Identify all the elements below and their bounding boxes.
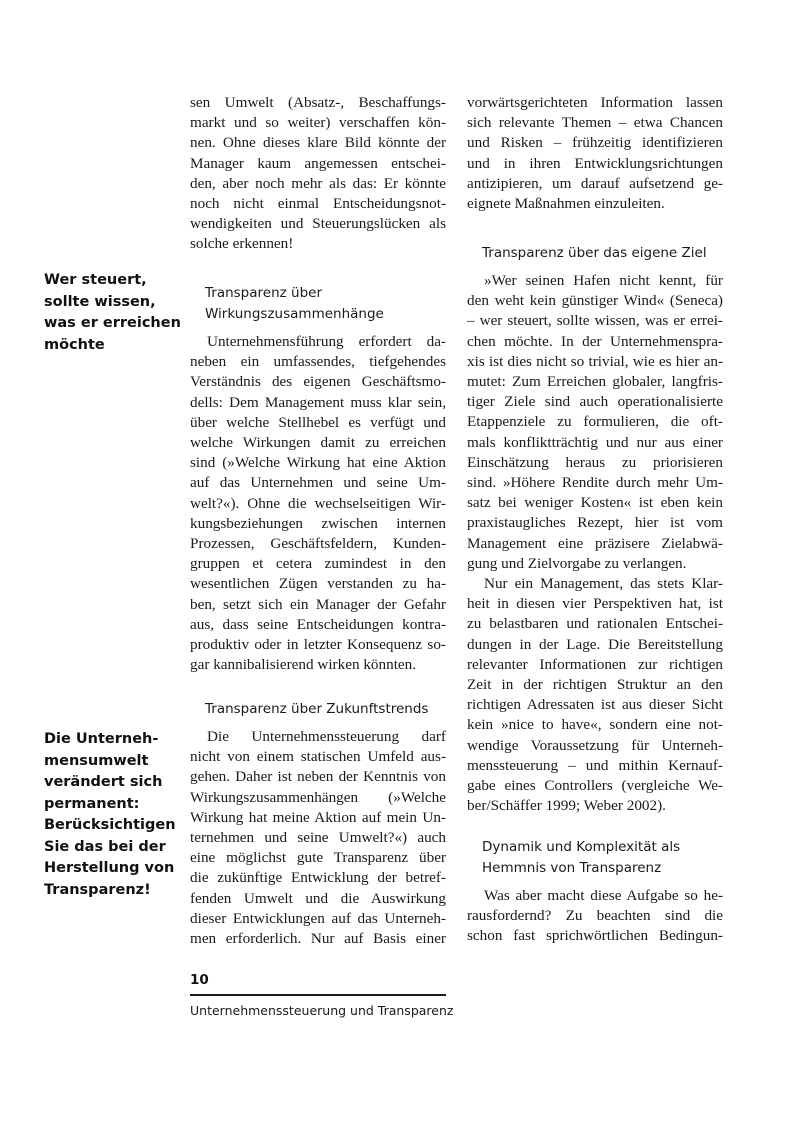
text-line: Management eine präzisere Zielabwä- bbox=[467, 534, 723, 552]
text-line: noch nicht einmal Entscheidungsnot- bbox=[190, 195, 446, 213]
text-line: auf das Unternehmen und seine Um- bbox=[190, 474, 446, 492]
text-line: den, aber noch mehr als das: Er könnte bbox=[190, 174, 446, 192]
text-line: fenden Umwelt und die Auswirkung bbox=[190, 889, 446, 907]
section-heading-zukunft bbox=[205, 699, 428, 720]
heading-line: Wirkungszusammenhänge bbox=[205, 306, 384, 322]
heading-line: Transparenz über das eigene Ziel bbox=[482, 245, 707, 261]
text-line: zu belastbaren und rationalen Entschei- bbox=[467, 615, 723, 633]
text-line: und Risken – frühzeitig identifizieren bbox=[467, 134, 723, 152]
text-line: ternehmen und seine Umwelt?«) auch bbox=[190, 829, 446, 847]
text-line: sen Umwelt (Absatz-, Beschaffungs- bbox=[190, 94, 446, 111]
section-heading-wirkung bbox=[205, 283, 384, 325]
paragraph-zukunft bbox=[190, 727, 446, 949]
margin-note-line: verändert sich bbox=[44, 774, 163, 790]
paragraph-dynamik bbox=[467, 886, 723, 947]
margin-note-line: permanent: bbox=[44, 795, 140, 812]
margin-note-line: Die Unterneh- bbox=[44, 731, 159, 747]
text-line: Verständnis des eigenen Geschäftsmo- bbox=[190, 373, 446, 391]
text-line: Was aber macht diese Aufgabe so he- bbox=[484, 887, 723, 904]
text-line: richtigen Adressaten ist aus dieser Sicht bbox=[467, 696, 723, 714]
text-line: Die Unternehmenssteuerung darf bbox=[207, 728, 446, 745]
paragraph-wirkung bbox=[190, 332, 446, 675]
heading-line: Transparenz über bbox=[205, 285, 322, 301]
text-line: rausfordernd? Zu beachten sind die bbox=[467, 907, 723, 925]
margin-note-line: Berücksichtigen bbox=[44, 817, 176, 833]
text-line: gung und Zielvorgabe zu verlangen. bbox=[467, 554, 687, 572]
text-line: eignete Maßnahmen einzuleiten. bbox=[467, 195, 665, 213]
section-heading-ziel bbox=[482, 243, 707, 264]
margin-note-line: Sie das bei der bbox=[44, 838, 166, 855]
text-line: Zeit in der richtigen Struktur an den bbox=[467, 676, 723, 694]
text-line: gehen. Daher ist neben der Kenntnis von bbox=[190, 768, 446, 786]
text-line: solche erkennen! bbox=[190, 235, 294, 253]
text-line: Nur ein Management, das stets Klar- bbox=[484, 575, 723, 593]
text-line: ber/Schäffer 1999; Weber 2002). bbox=[467, 797, 666, 815]
margin-note-line: Transparenz! bbox=[44, 881, 151, 898]
right-intro-paragraph bbox=[467, 93, 723, 214]
heading-line: Hemmnis von Transparenz bbox=[482, 860, 662, 876]
heading-line: Transparenz über Zukunftstrends bbox=[205, 701, 429, 717]
text-line: relevanter Informationen zur richtigen bbox=[467, 655, 723, 673]
text-line: mals konfliktträchtig und nur aus einer bbox=[467, 433, 723, 451]
text-line: Prozessen, Geschäftsfeldern, Kunden- bbox=[190, 535, 446, 553]
text-line: xis ist dies nicht so trivial, wie es hier an- bbox=[467, 352, 723, 370]
margin-note-environment bbox=[44, 729, 176, 901]
text-line: sich relevante Themen – etwa Chancen bbox=[467, 114, 723, 132]
paragraph-ziel bbox=[467, 271, 723, 816]
text-line: neben ein umfassendes, tiefgehendes bbox=[190, 353, 446, 371]
page-number: 10 bbox=[190, 972, 209, 988]
margin-note-line: was er erreichen bbox=[44, 315, 181, 331]
text-line: heit in diesen vier Perspektiven hat, ist bbox=[467, 595, 723, 613]
text-line: mutet: Zum Erreichen globaler, langfris- bbox=[467, 373, 723, 391]
text-line: Einschätzung heraus zu priorisieren bbox=[467, 453, 723, 471]
margin-note-goal bbox=[44, 270, 181, 356]
text-line: sind (»Welche Wirkung hat eine Aktion bbox=[190, 454, 446, 472]
text-line: markt und so weiter) verschaffen kön- bbox=[190, 114, 446, 132]
text-line: Unternehmensführung erfordert da- bbox=[207, 333, 446, 350]
text-line: gabe eines Controllers (vergleiche We- bbox=[467, 777, 723, 795]
text-line: gruppen et cetera zumindest in den bbox=[190, 555, 446, 573]
text-line: sind. »Höhere Rendite durch mehr Um- bbox=[467, 474, 723, 492]
text-line: Wirkung hat meine Aktion auf mein Un- bbox=[190, 808, 446, 826]
text-line: Manager kaum angemessen entschei- bbox=[190, 154, 446, 172]
text-line: nen. Ohne dieses klare Bild könnte der bbox=[190, 134, 446, 152]
text-line: gar kannibalisierend wirken könnten. bbox=[190, 656, 417, 674]
text-line: – wer steuert, sollte wissen, was er errei- bbox=[467, 312, 723, 330]
margin-note-line: Herstellung von bbox=[44, 860, 175, 876]
text-line: die zukünftige Entwicklung der betref- bbox=[190, 869, 446, 887]
text-line: eine möglichst gute Transparenz über bbox=[190, 849, 446, 867]
margin-note-line: sollte wissen, bbox=[44, 293, 156, 310]
margin-note-line: Wer steuert, bbox=[44, 272, 147, 288]
text-line: Etappenziele zu formulieren, die oft- bbox=[467, 413, 723, 431]
text-line: vorwärtsgerichteten Information lassen bbox=[467, 94, 723, 111]
heading-line: Dynamik und Komplexität als bbox=[482, 839, 681, 855]
text-line: satz bei weniger Kosten« ist eben kein bbox=[467, 494, 723, 512]
text-line: schon fast sprichwörtlichen Bedingun- bbox=[467, 927, 723, 945]
text-line: antizipieren, um darauf aufsetzend ge- bbox=[467, 174, 723, 192]
text-line: den weht kein günstiger Wind« (Seneca) bbox=[467, 292, 723, 310]
text-line: wendigkeiten und Steuerungslücken als bbox=[190, 215, 446, 233]
text-line: »Wer seinen Hafen nicht kennt, für bbox=[484, 272, 723, 289]
text-line: chen möchte. In der Unternehmenspra- bbox=[467, 332, 723, 350]
margin-note-line: möchte bbox=[44, 336, 105, 353]
text-line: Wirkungszusammenhängen (»Welche bbox=[190, 788, 446, 806]
text-line: wendige Voraussetzung für Unterneh- bbox=[467, 736, 723, 754]
text-line: kungsbeziehungen zwischen internen bbox=[190, 514, 446, 532]
running-title: Unternehmenssteuerung und Transparenz bbox=[190, 1003, 454, 1018]
text-line: welche Wirkungen damit zu erreichen bbox=[190, 434, 446, 452]
text-line: welt?«). Ohne die wechselseitigen Wir- bbox=[190, 494, 446, 512]
text-line: produktiv oder in letzter Konsequenz so- bbox=[190, 636, 446, 654]
text-line: wesentlichen Zügen verstanden zu ha- bbox=[190, 575, 446, 593]
text-line: tiger Ziele sind auch operationalisierte bbox=[467, 393, 723, 411]
text-line: nicht von einem statischen Umfeld aus- bbox=[190, 748, 446, 766]
footer-rule bbox=[190, 994, 446, 996]
text-line: dungen in der Lage. Die Bereitstellung bbox=[467, 635, 723, 653]
text-line: men erforderlich. Nur auf Basis einer bbox=[190, 930, 446, 948]
text-line: kein »nice to have«, sondern eine not- bbox=[467, 716, 723, 734]
margin-note-line: mensumwelt bbox=[44, 752, 149, 769]
text-line: menssteuerung – und mithin Kernauf- bbox=[467, 756, 723, 774]
text-line: ben, setzt sich ein Manager der Gefahr bbox=[190, 595, 446, 613]
text-line: dieser Entwicklungen auf das Unterneh- bbox=[190, 909, 446, 927]
left-intro-paragraph bbox=[190, 93, 446, 255]
text-line: über welche Stellhebel es verfügt und bbox=[190, 413, 446, 431]
section-heading-dynamik bbox=[482, 837, 680, 879]
text-line: und in ihren Entwicklungsrichtungen bbox=[467, 154, 723, 172]
text-line: praxistaugliches Rezept, hier ist vom bbox=[467, 514, 723, 532]
text-line: dells: Dem Management muss klar sein, bbox=[190, 393, 446, 411]
text-line: aus, dass seine Entscheidungen kontra- bbox=[190, 615, 446, 633]
